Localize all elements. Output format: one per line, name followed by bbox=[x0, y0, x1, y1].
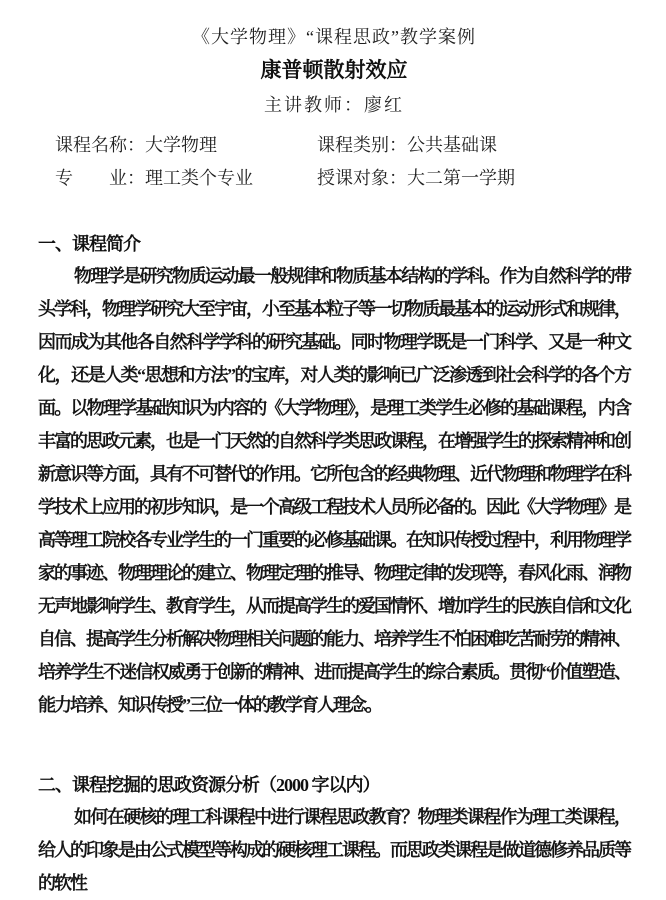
major-label: 专 业： bbox=[55, 168, 145, 188]
major-field bbox=[55, 168, 317, 188]
section-1-paragraph: 物理学是研究物质运动最一般规律和物质基本结构的学科。作为自然科学的带头学科，物理学研究大至宇宙，小至基本粒子等一切物质最基本的运动形式和规律，因而成为其他各自然科学学科的研究基础。同时物理学既是一门科学、又是一种文化，还是人类“思想和方法”的宝库，对人类的影响已广泛渗透到社会科学的各个方面。以物理学基础知识为内容的《大学物理》，是理工类学生必修的基础课程，内含丰富的思政元素，也是一门天然的自然科学类思政课程，在增强学生的探索精神和创新意识等方面，具有不可替代的作用。它所包含的经典物理、近代物理和物理学在科学技术上应用的初步知识，是一个高级工程技术人员所必备的。因此《大学物理》是高等理工院校各专业学生的一门重要的必修基础课。在知识传授过程中，利用物理学家的事迹、物理理论的建立、物理定理的推导、物理定律的发现等，春风化雨、润物无声地影响学生、教育学生，从而提高学生的爱国情怀、增加学生的民族自信和文化自信、提高学生分析解决物理相关问题的能力、培养学生不怕困难吃苦耐劳的精神、培养学生不迷信权威勇于创新的精神、进而提高学生的综合素质。贯彻“价值塑造、能力培养、知识传授”三位一体的教学育人理念。 bbox=[38, 266, 630, 715]
course-type-value: 公共基础课 bbox=[407, 135, 497, 155]
section-2-heading: 二、课程挖掘的思政资源分析（2000 字以内） bbox=[38, 775, 380, 795]
course-type-field bbox=[317, 135, 630, 155]
lecturer-name: 廖红 bbox=[364, 95, 404, 115]
info-row-1 bbox=[55, 135, 630, 155]
audience-value: 大二第一学期 bbox=[407, 168, 515, 188]
doc-topic-title: 康普顿散射效应 bbox=[260, 58, 408, 82]
section-2-paragraph: 如何在硬核的理工科课程中进行课程思政教育？物理类课程作为理工类课程，给人的印象是由公式模型等构成的硬核理工课程。而思政类课程是做道德修养品质等的软性 bbox=[38, 807, 630, 893]
section-ideology-analysis bbox=[38, 774, 630, 900]
course-type-label: 课程类别： bbox=[317, 135, 407, 155]
lecturer-line bbox=[38, 95, 630, 116]
doc-case-title: 《大学物理》“课程思政”教学案例 bbox=[192, 27, 476, 47]
course-name-label: 课程名称： bbox=[55, 135, 145, 155]
major-value: 理工类个专业 bbox=[145, 168, 253, 188]
audience-field bbox=[317, 168, 630, 188]
course-info-table bbox=[38, 135, 630, 188]
section-1-heading: 一、课程简介 bbox=[38, 234, 140, 254]
section-course-intro bbox=[38, 233, 630, 722]
lecturer-label: 主讲教师： bbox=[264, 95, 364, 115]
course-name-value: 大学物理 bbox=[145, 135, 217, 155]
info-row-2 bbox=[55, 168, 630, 188]
course-name-field bbox=[55, 135, 317, 155]
audience-label: 授课对象： bbox=[317, 168, 407, 188]
